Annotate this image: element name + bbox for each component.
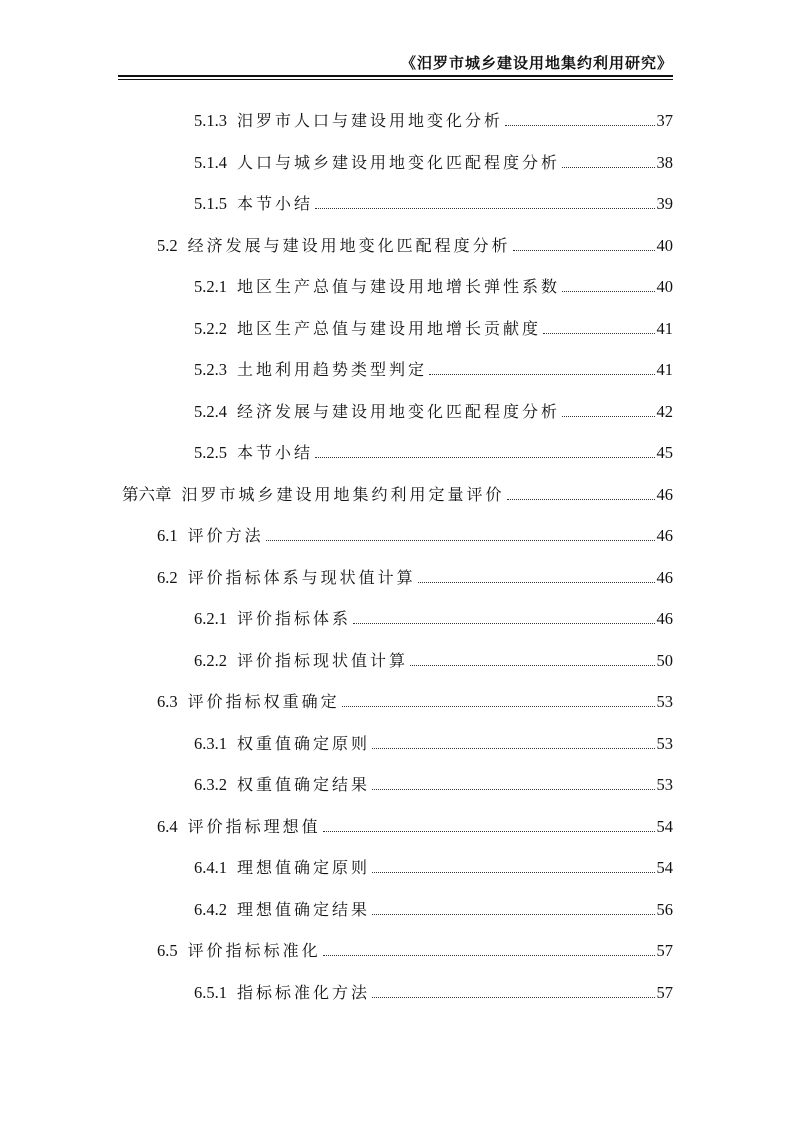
toc-entry-number: 6.3	[157, 692, 178, 711]
toc-entry[interactable]	[194, 191, 673, 215]
toc-entry-page: 54	[656, 858, 673, 877]
toc-leader-dots	[323, 831, 655, 832]
toc-entry-title: 经济发展与建设用地变化匹配程度分析	[237, 401, 561, 421]
toc-entry-page: 41	[656, 318, 673, 338]
toc-entry-page: 54	[656, 816, 673, 836]
toc-entry-title: 人口与城乡建设用地变化匹配程度分析	[237, 152, 561, 172]
toc-leader-dots	[507, 499, 655, 500]
toc-entry-page: 46	[656, 526, 673, 545]
toc-entry-page: 40	[656, 277, 673, 296]
toc-entry[interactable]	[157, 233, 673, 257]
toc-entry-number: 6.3.1	[194, 733, 227, 753]
toc-entry-title: 评价方法	[187, 526, 264, 545]
toc-entry-title: 权重值确定原则	[237, 733, 371, 753]
toc-entry[interactable]	[194, 274, 673, 298]
toc-entry-number: 5.1.4	[194, 152, 227, 172]
toc-entry[interactable]	[194, 316, 673, 340]
toc-entry-page: 40	[656, 235, 673, 255]
toc-entry-title: 理想值确定原则	[237, 858, 371, 877]
toc-entry-title: 评价指标标准化	[187, 941, 321, 960]
toc-entry-title: 经济发展与建设用地变化匹配程度分析	[187, 235, 511, 255]
toc-leader-dots	[372, 748, 654, 749]
toc-entry-number: 5.2.4	[194, 401, 227, 421]
toc-entry-title: 权重值确定结果	[237, 775, 371, 794]
toc-entry-number: 6.5.1	[194, 982, 227, 1002]
toc-entry-page: 46	[656, 567, 673, 587]
toc-entry-number: 6.5	[157, 941, 178, 960]
toc-entry-number: 6.3.2	[194, 775, 227, 794]
toc-entry-number: 5.2.2	[194, 318, 227, 338]
toc-entry-page: 46	[656, 484, 673, 504]
toc-leader-dots	[372, 914, 654, 915]
toc-entry-page: 41	[656, 360, 673, 379]
header-rule-thin	[118, 79, 673, 80]
toc-entry-number: 6.2.1	[194, 609, 227, 628]
toc-entry-number: 5.1.5	[194, 194, 227, 213]
toc-leader-dots	[342, 706, 655, 707]
toc-entry[interactable]	[194, 606, 673, 630]
toc-entry[interactable]	[194, 855, 673, 879]
toc-entry-number: 6.1	[157, 526, 178, 545]
toc-entry-number: 6.2	[157, 567, 178, 587]
toc-leader-dots	[372, 789, 654, 790]
toc-entry-number: 6.4	[157, 816, 178, 836]
toc-entry-page: 57	[656, 941, 673, 960]
toc-leader-dots	[353, 623, 654, 624]
toc-leader-dots	[513, 250, 655, 251]
toc-entry-page: 42	[656, 401, 673, 421]
toc-entry-number: 5.2.3	[194, 360, 227, 379]
toc-leader-dots	[543, 333, 654, 334]
toc-entry-number: 5.2.1	[194, 277, 227, 296]
toc-entry-page: 45	[656, 443, 673, 462]
toc-leader-dots	[315, 208, 654, 209]
toc-entry-page: 53	[656, 733, 673, 753]
toc-entry[interactable]	[194, 150, 673, 174]
toc-leader-dots	[505, 125, 654, 126]
toc-entry[interactable]	[157, 814, 673, 838]
toc-entry-title: 评价指标体系	[237, 609, 352, 628]
header-title: 《汨罗市城乡建设用地集约利用研究》	[400, 54, 673, 72]
toc-entry-title: 汨罗市城乡建设用地集约利用定量评价	[181, 484, 505, 504]
toc-entry-title: 本节小结	[237, 194, 314, 213]
toc-leader-dots	[562, 416, 654, 417]
toc-entry-page: 50	[656, 650, 673, 670]
toc-entry-title: 评价指标理想值	[187, 816, 321, 836]
toc-entry-page: 53	[656, 692, 673, 711]
toc-entry-title: 评价指标现状值计算	[237, 650, 409, 670]
toc-entry-page: 53	[656, 775, 673, 794]
toc-entry-title: 理想值确定结果	[237, 899, 371, 919]
toc-entry-number: 5.1.3	[194, 111, 227, 130]
toc-leader-dots	[429, 374, 654, 375]
toc-entry[interactable]	[194, 772, 673, 796]
toc-entry-page: 37	[656, 111, 673, 130]
toc-entry-title: 本节小结	[237, 443, 314, 462]
toc-entry[interactable]	[194, 357, 673, 381]
toc-entry-title: 汨罗市人口与建设用地变化分析	[237, 111, 504, 130]
toc-entry-number: 6.2.2	[194, 650, 227, 670]
toc-entry-page: 38	[656, 152, 673, 172]
toc-entry[interactable]	[194, 648, 673, 672]
page-header	[118, 52, 673, 80]
toc-entry[interactable]	[157, 938, 673, 962]
toc-leader-dots	[372, 872, 654, 873]
toc-leader-dots	[323, 955, 655, 956]
toc-entry-number: 5.2.5	[194, 443, 227, 462]
toc-entry[interactable]	[157, 565, 673, 589]
toc-entry-number: 6.4.1	[194, 858, 227, 877]
toc-leader-dots	[315, 457, 654, 458]
toc-entry-number: 5.2	[157, 235, 178, 255]
toc-entry[interactable]	[194, 980, 673, 1004]
toc-entry-number: 6.4.2	[194, 899, 227, 919]
toc-entry[interactable]	[194, 399, 673, 423]
toc-leader-dots	[562, 167, 654, 168]
toc-leader-dots	[410, 665, 654, 666]
toc-entry-title: 指标标准化方法	[237, 982, 371, 1002]
toc-entry-title: 地区生产总值与建设用地增长贡献度	[237, 318, 542, 338]
toc-entry-title: 评价指标权重确定	[187, 692, 340, 711]
toc-leader-dots	[562, 291, 654, 292]
toc-entry[interactable]	[194, 731, 673, 755]
toc-leader-dots	[418, 582, 655, 583]
toc-leader-dots	[266, 540, 655, 541]
toc-entry[interactable]	[194, 108, 673, 132]
toc-entry-title: 土地利用趋势类型判定	[237, 360, 428, 379]
toc-entry-title: 评价指标体系与现状值计算	[187, 567, 416, 587]
toc-entry-title: 地区生产总值与建设用地增长弹性系数	[237, 277, 561, 296]
toc-entry-page: 57	[656, 982, 673, 1002]
toc-entry[interactable]	[157, 689, 673, 713]
header-rule-thick	[118, 75, 673, 77]
toc-entry[interactable]	[194, 440, 673, 464]
toc-entry[interactable]	[157, 523, 673, 547]
toc-entry-page: 39	[656, 194, 673, 213]
toc-entry-number: 第六章	[122, 484, 172, 504]
toc-entry-page: 46	[656, 609, 673, 628]
toc-entry-page: 56	[656, 899, 673, 919]
toc-entry[interactable]	[122, 482, 673, 506]
toc-leader-dots	[372, 997, 654, 998]
toc-entry[interactable]	[194, 897, 673, 921]
